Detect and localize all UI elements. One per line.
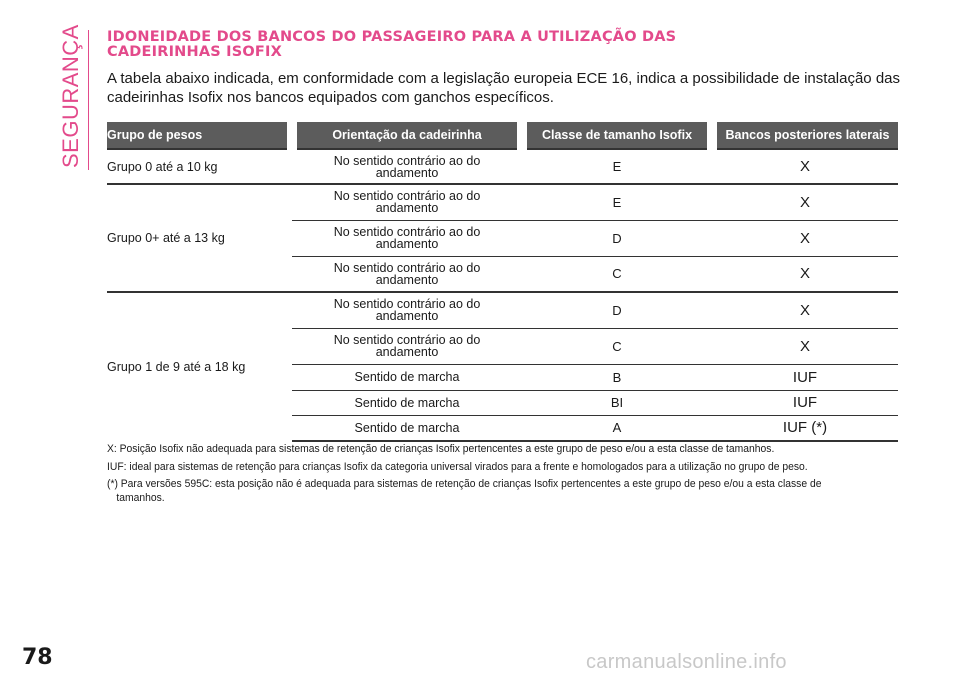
group-cell: Grupo 0+ até a 13 kg — [107, 184, 292, 292]
group-cell: Grupo 0 até a 10 kg — [107, 149, 292, 184]
size-cell: E — [522, 184, 712, 220]
orientation-line: No sentido contrário ao do — [333, 297, 481, 312]
orientation-cell — [292, 292, 522, 328]
title-line-2: CADEIRINHAS ISOFIX — [107, 44, 282, 60]
seat-cell: IUF — [712, 390, 898, 415]
orientation-cell — [292, 390, 522, 415]
page-number: 78 — [22, 645, 53, 670]
orientation-line: andamento — [375, 165, 439, 180]
footnotes — [107, 443, 850, 509]
orientation-cell — [292, 256, 522, 292]
orientation-line: andamento — [375, 309, 439, 324]
orientation-line: andamento — [375, 237, 439, 251]
orientation-cell — [292, 364, 522, 390]
header-rear-seats: Bancos posteriores laterais — [712, 122, 898, 149]
orientation-line: No sentido contrário ao do — [333, 189, 481, 204]
section-label: SEGURANÇA — [58, 24, 83, 168]
orientation-line: No sentido contrário ao do — [333, 260, 481, 275]
table-header-row — [107, 122, 898, 149]
table-row — [107, 149, 898, 184]
orientation-cell — [292, 184, 522, 220]
orientation-line: Sentido de marcha — [354, 395, 460, 410]
size-cell: B — [522, 364, 712, 390]
orientation-cell — [292, 328, 522, 364]
seat-cell: X — [712, 256, 898, 292]
orientation-cell — [292, 220, 522, 256]
watermark: carmanualsonline.info — [586, 651, 787, 673]
seat-cell: X — [712, 149, 898, 184]
footnote-x: X: Posição Isofix não adequada para sistemas de retenção de crianças Isofix pertencentes a este grupo de peso e/ou a esta classe de tamanhos. — [107, 443, 775, 455]
orientation-line: andamento — [375, 345, 439, 359]
orientation-line: No sentido contrário ao do — [333, 333, 481, 347]
seat-cell: X — [712, 328, 898, 364]
title-line-1: IDONEIDADE DOS BANCOS DO PASSAGEIRO PARA A UTILIZAÇÃO DAS — [107, 29, 677, 45]
table-row — [107, 184, 898, 220]
header-weight-group: Grupo de pesos — [107, 122, 292, 149]
size-cell: E — [522, 149, 712, 184]
size-cell: D — [522, 292, 712, 328]
size-cell: BI — [522, 390, 712, 415]
orientation-cell — [292, 149, 522, 184]
seat-cell: X — [712, 220, 898, 256]
orientation-line: andamento — [375, 201, 439, 216]
seat-cell: IUF (*) — [712, 415, 898, 441]
intro-paragraph: A tabela abaixo indicada, em conformidade com a legislação europeia ECE 16, indica a possibilidade de instalação das cadeirinhas Isofix nos bancos equipados com ganchos específicos. — [107, 70, 901, 106]
orientation-line: No sentido contrário ao do — [333, 225, 481, 239]
page-title — [107, 30, 907, 60]
orientation-line: No sentido contrário ao do — [333, 153, 481, 168]
seat-cell: IUF — [712, 364, 898, 390]
orientation-line: Sentido de marcha — [354, 370, 460, 384]
footnote-asterisk: (*) Para versões 595C: esta posição não é adequada para sistemas de retenção de crianças Isofix pertencentes a este grupo de peso e/ou a esta classe de tamanhos. — [107, 478, 822, 504]
orientation-line: andamento — [375, 272, 439, 287]
size-cell: C — [522, 328, 712, 364]
side-rule — [88, 30, 89, 170]
seat-cell: X — [712, 292, 898, 328]
size-cell: D — [522, 220, 712, 256]
header-orientation: Orientação da cadeirinha — [292, 122, 522, 149]
orientation-cell — [292, 415, 522, 441]
footnote-iuf: IUF: ideal para sistemas de retenção para crianças Isofix da categoria universal virados para a frente e homologados para a utilização no grupo de peso. — [107, 460, 808, 473]
header-size-class: Classe de tamanho Isofix — [522, 122, 712, 149]
size-cell: C — [522, 256, 712, 292]
size-cell: A — [522, 415, 712, 441]
isofix-table — [107, 122, 898, 442]
table-row — [107, 292, 898, 328]
group-cell: Grupo 1 de 9 até a 18 kg — [107, 292, 292, 441]
seat-cell: X — [712, 184, 898, 220]
orientation-line: Sentido de marcha — [354, 420, 460, 435]
